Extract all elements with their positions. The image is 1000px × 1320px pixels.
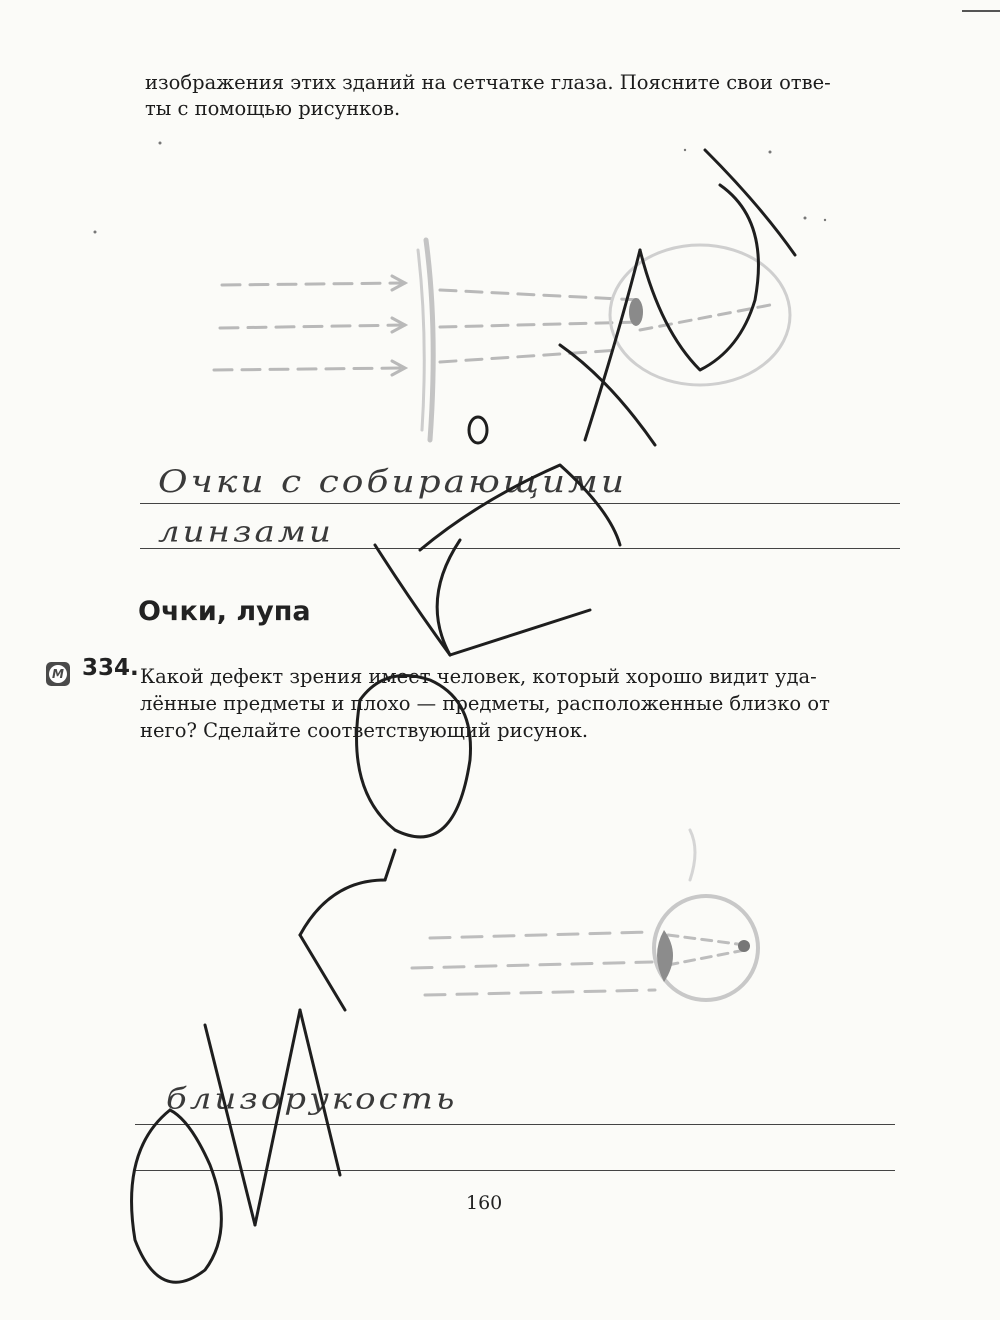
handwritten-answer-2: близорукость (166, 1082, 458, 1116)
handwritten-answer-1-line-2: линзами (158, 515, 334, 549)
page-number: 160 (466, 1192, 503, 1214)
section-heading: Очки, лупа (138, 596, 311, 627)
task-number: 334. (82, 655, 139, 681)
task-text-line-2: лённые предметы и плохо — предметы, расположенные близко от (140, 692, 830, 715)
task-badge-letter: М (49, 665, 67, 683)
intro-line-2: ты с помощью рисунков. (145, 97, 401, 120)
intro-line-1: изображения этих зданий на сетчатке глаза. Поясните свои отве- (145, 71, 831, 94)
task-text-line-1: Какой дефект зрения имеет человек, который хорошо видит уда- (140, 665, 817, 688)
task-text-line-3: него? Сделайте соответствующий рисунок. (140, 719, 589, 742)
handwritten-answer-1-line-1: Очки с собирающими (158, 465, 628, 500)
